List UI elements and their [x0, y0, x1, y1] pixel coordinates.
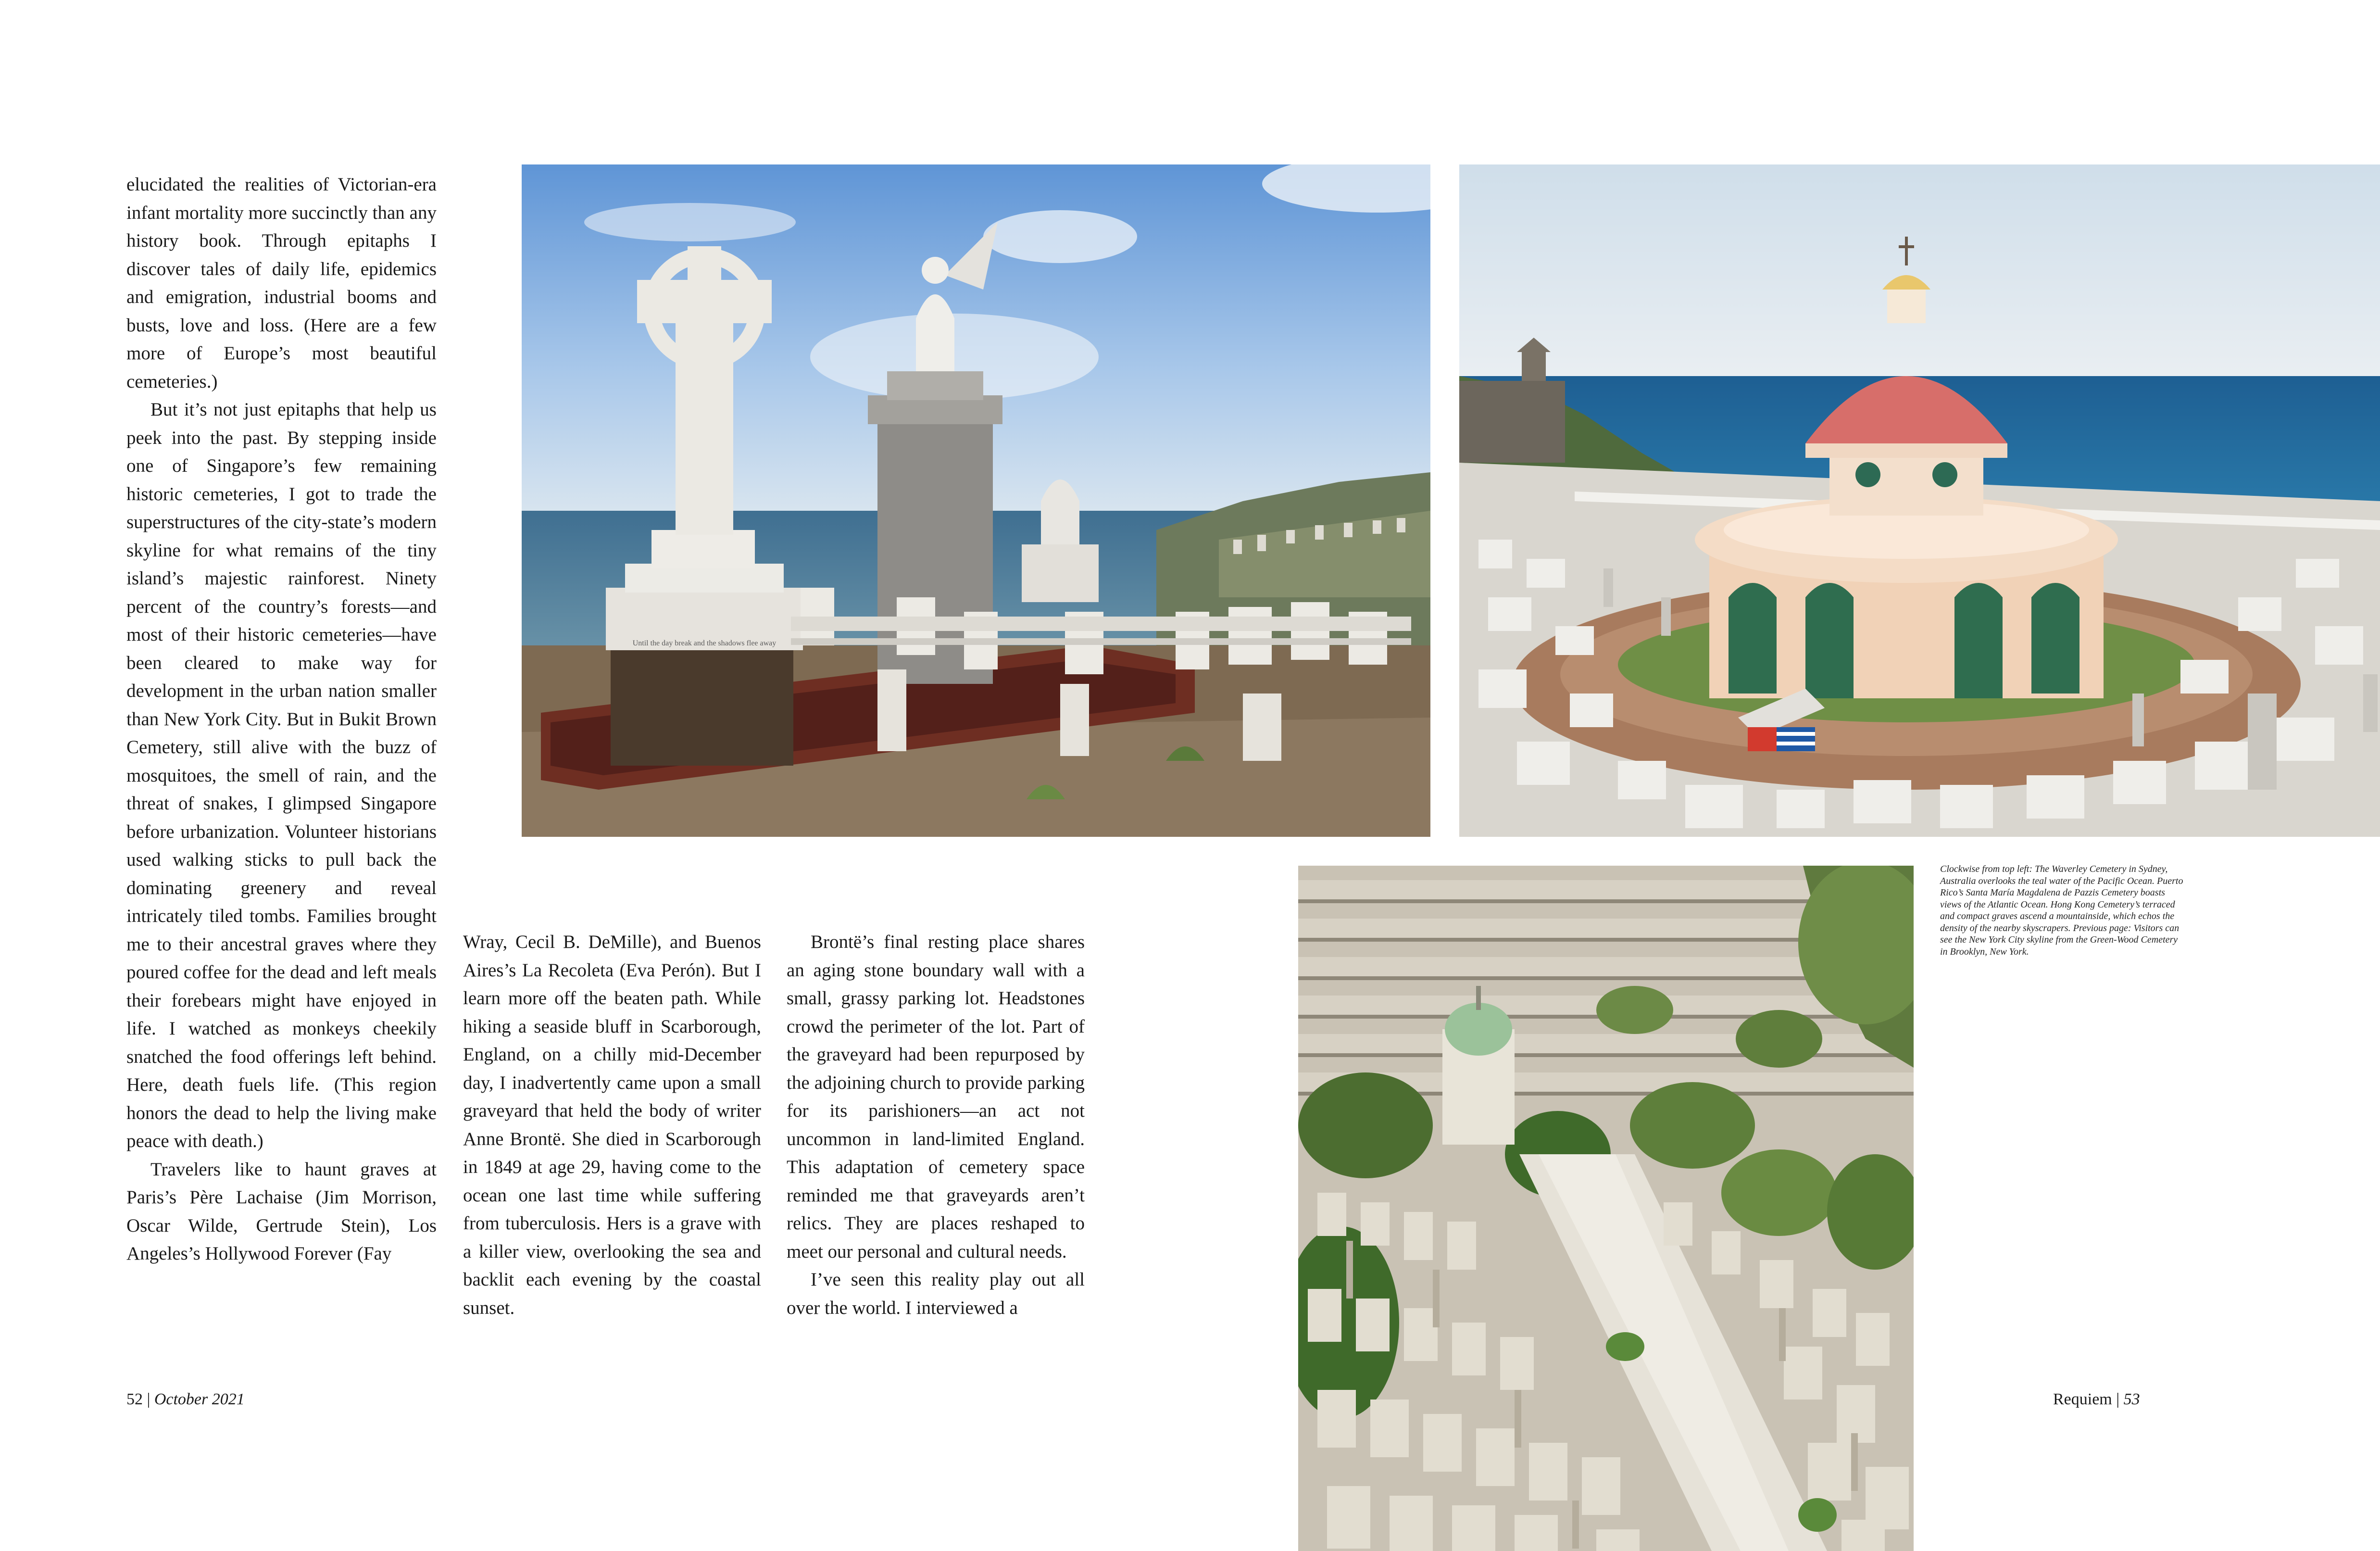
paragraph: Travelers like to haunt graves at Paris’s Père Lachaise (Jim Morrison, Oscar Wilde, Gertrude Stein), Los Angeles’s Hollywood Forever (Fay — [126, 1159, 437, 1264]
article-column-1 — [126, 171, 437, 1268]
folio-left — [126, 1389, 245, 1410]
paragraph: Brontë’s final resting place shares an aging stone boundary wall with a small, grassy parking lot. Headstones crowd the perimeter of the lot. Part of the graveyard had been repurposed by the adjoining church to provide parking for its parishioners—an act not uncommon in land-limited England. This adaptation of cemetery space reminded me that graveyards aren’t relics. They are places reshaped to meet our personal and cultural needs. — [787, 932, 1085, 1262]
folio-separator: | — [2116, 1390, 2120, 1408]
paragraph: I’ve seen this reality play out all over the world. I interviewed a — [787, 1269, 1085, 1318]
headstone-inscription: Until the day break and the shadows flee away — [632, 639, 777, 647]
folio-right — [2053, 1389, 2140, 1410]
photo-san-juan-cemetery — [1459, 164, 2380, 837]
issue-date: October 2021 — [154, 1390, 245, 1408]
article-column-3 — [787, 928, 1085, 1322]
section-name: Requiem — [2053, 1390, 2112, 1408]
paragraph: elucidated the realities of Victorian-era infant mortality more succinctly than any history book. Through epitaphs I discover tales of daily life, epidemics and emigration, industrial booms and busts, love and loss. (Here are a few more of Europe’s most beautiful cemeteries.) — [126, 174, 437, 392]
folio-separator: | — [147, 1390, 150, 1408]
photo-caption: Clockwise from top left: The Waverley Cemetery in Sydney, Australia overlooks the teal water of the Pacific Ocean. Puerto Rico’s Santa María Magdalena de Pazzis Cemetery boasts views of the Atlantic Ocean. Hong Kong Cemetery’s terraced and compact graves ascend a mountainside, which echos the density of the nearby skyscrapers. Previous page: Visitors can see the New York City skyline from the Green-Wood Cemetery in Brooklyn, New York. — [1940, 864, 2183, 957]
photo-waverley-cemetery — [522, 164, 1430, 837]
paragraph: Wray, Cecil B. DeMille), and Buenos Aires’s La Recoleta (Eva Perón). But I learn more off the beaten path. While hiking a seaside bluff in Scarborough, England, on a chilly mid-December day, I inadvertently came upon a small graveyard that held the body of writer Anne Brontë. She died in Scarborough in 1849 at age 29, having come to the ocean one last time while suffering from tuberculosis. Hers is a grave with a killer view, overlooking the sea and backlit each evening by the coastal sunset. — [463, 932, 761, 1318]
page-number-right: 53 — [2123, 1390, 2140, 1408]
page-number-left: 52 — [126, 1390, 143, 1408]
paragraph: But it’s not just epitaphs that help us peek into the past. By stepping inside one of Singapore’s few remaining historic cemeteries, I got to trade the superstructures of the city-state’s modern skyline for what remains of the tiny island’s majestic rainforest. Ninety percent of the country’s forests—and most of their historic cemeteries—have been cleared to make way for development in the urban nation smaller than New York City. But in Bukit Brown Cemetery, still alive with the buzz of mosquitoes, the smell of rain, and the threat of snakes, I glimpsed Singapore before urbanization. Volunteer historians used walking sticks to pull back the dominating greenery and reveal intricately tiled tombs. Families brought me to their ancestral graves where they poured coffee for the dead and left meals their forebears might have enjoyed in life. I watched as monkeys cheekily snatched the food offerings left behind. Here, death fuels life. (This region honors the dead to help the living make peace with death.) — [126, 399, 437, 1151]
article-column-2 — [463, 928, 761, 1322]
photo-hong-kong-cemetery — [1298, 866, 1914, 1551]
